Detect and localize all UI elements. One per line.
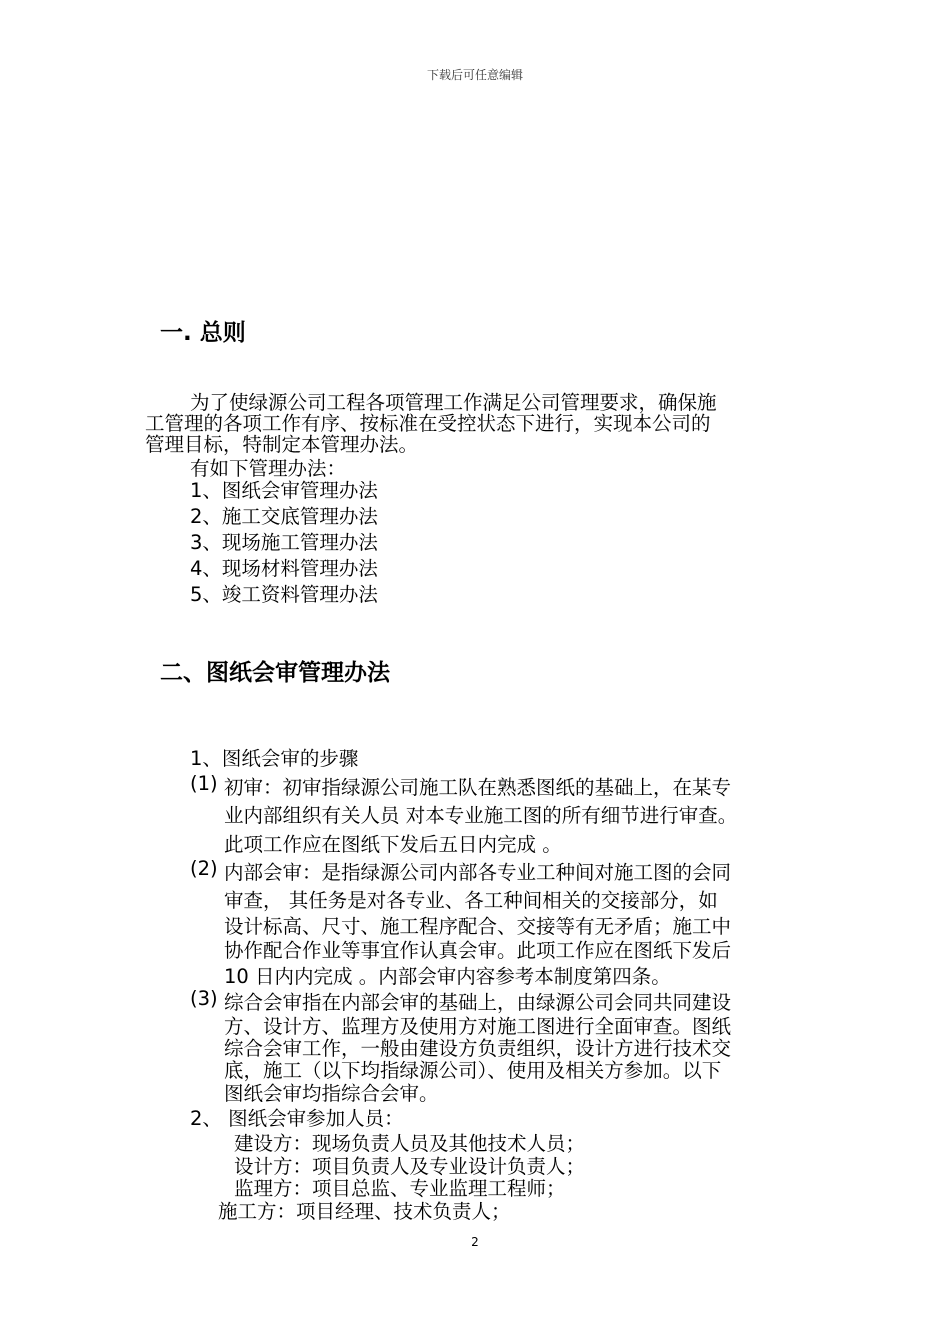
section1-list-intro: 有如下管理办法：: [190, 457, 347, 480]
section1-intro-line-1: 为了使绿源公司工程各项管理工作满足公司管理要求，确保施: [190, 391, 717, 414]
method-list-item: 5、竣工资料管理办法: [190, 583, 378, 606]
participant-item: 施工方：项目经理、技术负责人；: [218, 1200, 511, 1223]
sub-item-2-number: (2): [190, 857, 218, 880]
sub-item-1-line-1: 初审：初审指绿源公司施工队在熟悉图纸的基础上，在某专: [224, 776, 732, 799]
participant-item: 建设方：现场负责人员及其他技术人员；: [234, 1132, 586, 1155]
sub-item-1-line-3: 此项工作应在图纸下发后五日内完成 。: [224, 833, 562, 856]
page-header-note: 下载后可任意编辑: [426, 68, 523, 82]
section1-intro-line-2: 工管理的各项工作有序、按标准在受控状态下进行，实现本公司的: [145, 412, 711, 435]
participants-heading: 2、 图纸会审参加人员：: [190, 1107, 404, 1130]
section1-intro-line-3: 管理目标，特制定本管理办法。: [145, 433, 419, 456]
participant-item: 监理方：项目总监、专业监理工程师；: [234, 1177, 566, 1200]
page-number: 2: [471, 1235, 479, 1249]
section1-title: 一. 总则: [160, 320, 246, 346]
sub-item-3-line-3: 综合会审工作，一般由建设方负责组织，设计方进行技术交: [224, 1037, 732, 1060]
step-heading: 1、图纸会审的步骤: [190, 747, 359, 770]
sub-item-3-line-2: 方、设计方、监理方及使用方对施工图进行全面审查。图纸: [224, 1015, 732, 1038]
sub-item-3-line-1: 综合会审指在内部会审的基础上，由绿源公司会同共同建设: [224, 991, 732, 1014]
participant-item: 设计方：项目负责人及专业设计负责人；: [234, 1155, 586, 1178]
sub-item-2-line-1: 内部会审：是指绿源公司内部各专业工种间对施工图的会同: [224, 861, 732, 884]
sub-item-1-number: (1): [190, 772, 218, 795]
sub-item-3-line-4: 底，施工（以下均指绿源公司）、使用及相关方参加。以下: [224, 1059, 722, 1082]
method-list-item: 1、图纸会审管理办法: [190, 479, 378, 502]
sub-item-2-line-4: 协作配合作业等事宜作认真会审。此项工作应在图纸下发后: [224, 939, 732, 962]
method-list-item: 3、现场施工管理办法: [190, 531, 378, 554]
method-list-item: 2、施工交底管理办法: [190, 505, 378, 528]
sub-item-1-line-2: 业内部组织有关人员 对本专业施工图的所有细节进行审查。: [224, 804, 738, 827]
sub-item-2-line-3: 设计标高、尺寸、施工程序配合、交接等有无矛盾；施工中: [224, 915, 732, 938]
section2-title: 二、图纸会审管理办法: [160, 660, 390, 686]
sub-item-3-line-5: 图纸会审均指综合会审。: [224, 1082, 439, 1105]
method-list-item: 4、现场材料管理办法: [190, 557, 378, 580]
sub-item-2-line-5: 10 日内内完成 。内部会审内容参考本制度第四条。: [224, 965, 671, 988]
sub-item-3-number: (3): [190, 987, 218, 1010]
sub-item-2-line-2: 审查， 其任务是对各专业、各工种间相关的交接部分，如: [224, 889, 718, 912]
